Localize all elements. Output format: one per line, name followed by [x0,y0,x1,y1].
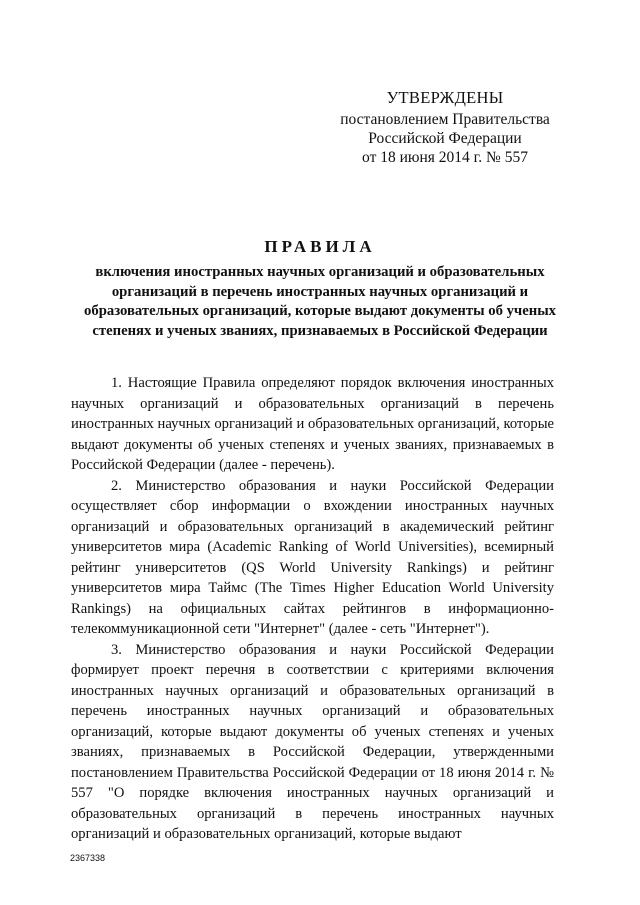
paragraph-1: 1. Настоящие Правила определяют порядок включения иностранных научных организаций и образовательных организаций в перечень иностранных научных организаций и образовательных организаций, которые выдают документы об ученых степенях и ученых званиях, признаваемых в Российской Федерации (далее - перечень). [71,375,554,473]
document-subtitle: включения иностранных научных организаций и образовательных организаций в перечень иностранных научных организаций и образовательных организаций, которые выдают документы об ученых степенях и ученых званиях, признаваемых в Российской Федерации [84,264,556,339]
approval-line-3: от 18 июня 2014 г. № 557 [362,149,528,166]
approval-line-2: Российской Федерации [368,130,522,147]
document-body [71,373,554,845]
approval-line-1: постановлением Правительства [340,111,550,128]
paragraph-3: 3. Министерство образования и науки Российской Федерации формирует проект перечня в соответствии с критериями включения иностранных научных организаций и образовательных организаций в перечень иностранных научных организаций и образовательных организаций, которые выдают документы об ученых степенях и ученых званиях, признаваемых в Российской Федерации, утвержденными постановлением Правительства Российской Федерации от 18 июня 2014 г. № 557 "О порядке включения иностранных научных организаций и образовательных организаций в перечень иностранных научных организаций и образовательных организаций, которые выдают [71,641,554,842]
approval-block [330,88,560,167]
document-id: 2367338 [70,853,106,863]
approval-heading: УТВЕРЖДЕНЫ [386,88,504,107]
paragraph-2: 2. Министерство образования и науки Российской Федерации осуществляет сбор информации о вхождении иностранных научных организаций и образовательных организаций в академический рейтинг университетов мира (Academic Ranking of World Universities), всемирный рейтинг университетов (QS World University Rankings) и рейтинг университетов мира Таймс (The Times Higher Education World University Rankings) на официальных сайтах рейтингов в информационно-телекоммуникационной сети "Интернет" (далее - сеть "Интернет"). [71,477,554,637]
document-title: ПРАВИЛА [264,237,376,256]
